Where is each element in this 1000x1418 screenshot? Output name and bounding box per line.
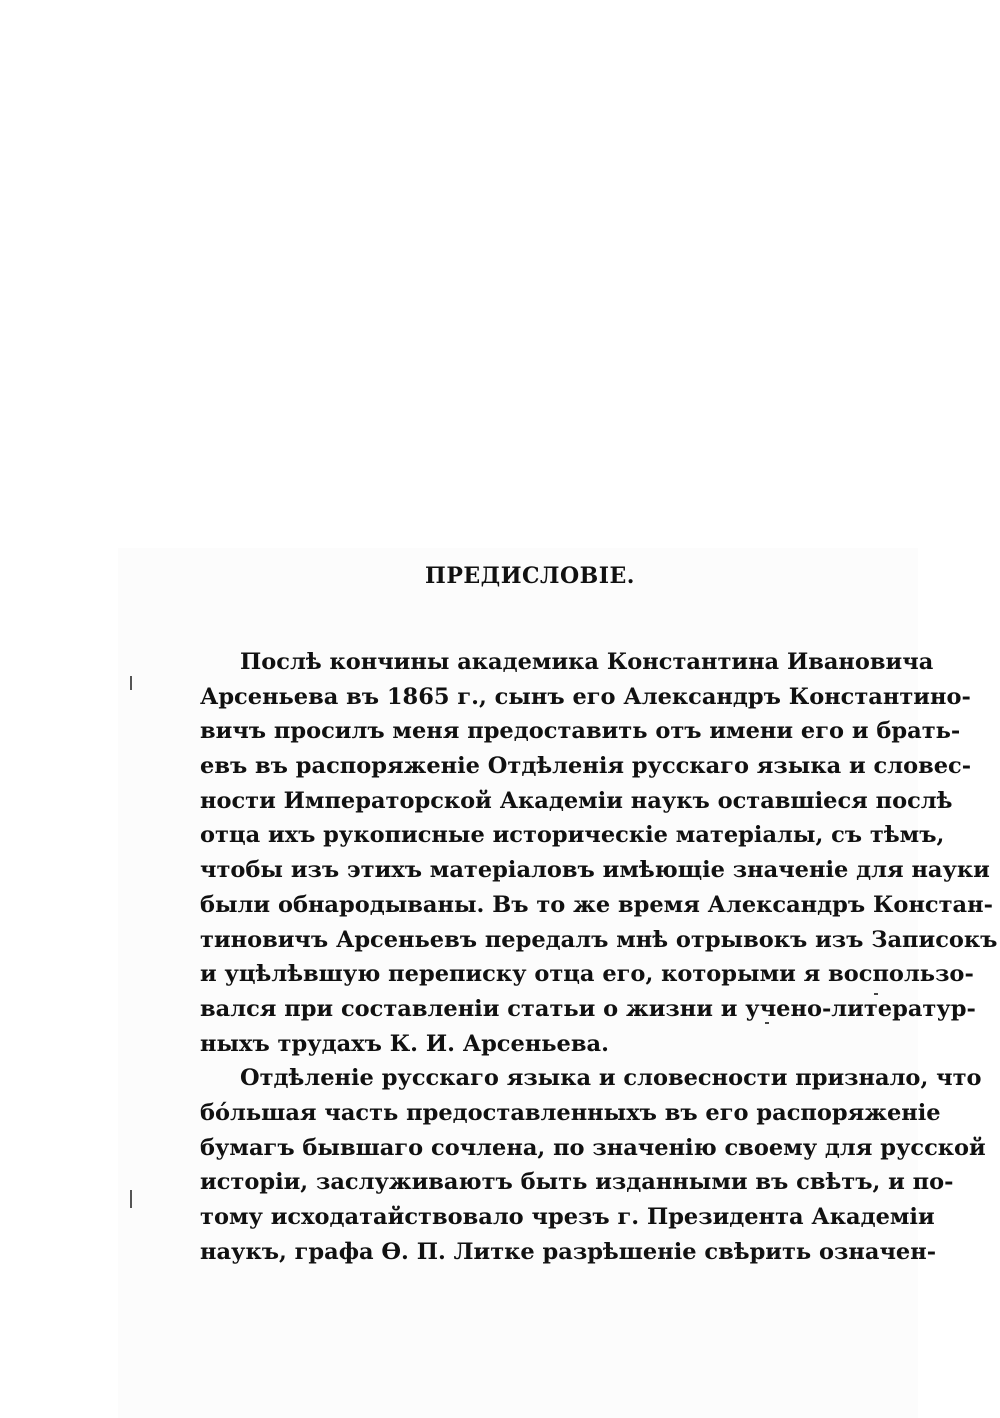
text-line: Послѣ кончины академика Константина Ивановича (240, 649, 934, 675)
text-line: Арсеньева въ 1865 г., сынъ его Александръ Константино- (200, 683, 971, 710)
print-speck (874, 993, 878, 995)
text-line: и уцѣлѣвшую переписку отца его, которыми я воспользо- (200, 961, 974, 988)
text-line: Отдѣленіе русскаго языка и словесности признало, что (240, 1065, 982, 1092)
text-line: ныхъ трудахъ К. И. Арсеньева. (200, 1030, 609, 1057)
text-line: тому исходатайствовало чрезъ г. Президента Академіи (200, 1204, 935, 1230)
paragraph-2 (200, 1061, 986, 1269)
text-line: тиновичъ Арсеньевъ передалъ мнѣ отрывокъ изъ Записокъ (200, 926, 998, 953)
page-title: ПРЕДИСЛОВІЕ. (425, 563, 635, 589)
text-line: ности Императорской Академіи наукъ оставшіеся послѣ (200, 787, 953, 814)
text-line: отца ихъ рукописные историческіе матеріалы, съ тѣмъ, (200, 822, 945, 849)
margin-mark-top (130, 676, 132, 690)
margin-mark-bottom (130, 1190, 132, 1208)
body-text (200, 645, 998, 1269)
text-line: вичъ просилъ меня предоставить отъ имени его и брать- (200, 718, 961, 745)
text-line: исторіи, заслуживаютъ быть изданными въ свѣтъ, и по- (200, 1169, 954, 1196)
text-line: бумагъ бывшаго сочлена, по значенію своему для русской (200, 1134, 986, 1161)
text-line: наукъ, графа Ѳ. П. Литке разрѣшеніе свѣрить означен- (200, 1238, 937, 1265)
text-line: бо́льшая часть предоставленныхъ въ его распоряженіе (200, 1099, 941, 1126)
paragraph-1 (200, 645, 998, 1061)
text-line: евъ въ распоряженіе Отдѣленія русскаго языка и словес- (200, 753, 972, 780)
text-line: чтобы изъ этихъ матеріаловъ имѣющіе значеніе для науки (200, 857, 990, 884)
text-line: вался при составленіи статьи о жизни и учено-литератур- (200, 995, 976, 1022)
text-line: были обнародываны. Въ то же время Александръ Констан- (200, 891, 993, 918)
